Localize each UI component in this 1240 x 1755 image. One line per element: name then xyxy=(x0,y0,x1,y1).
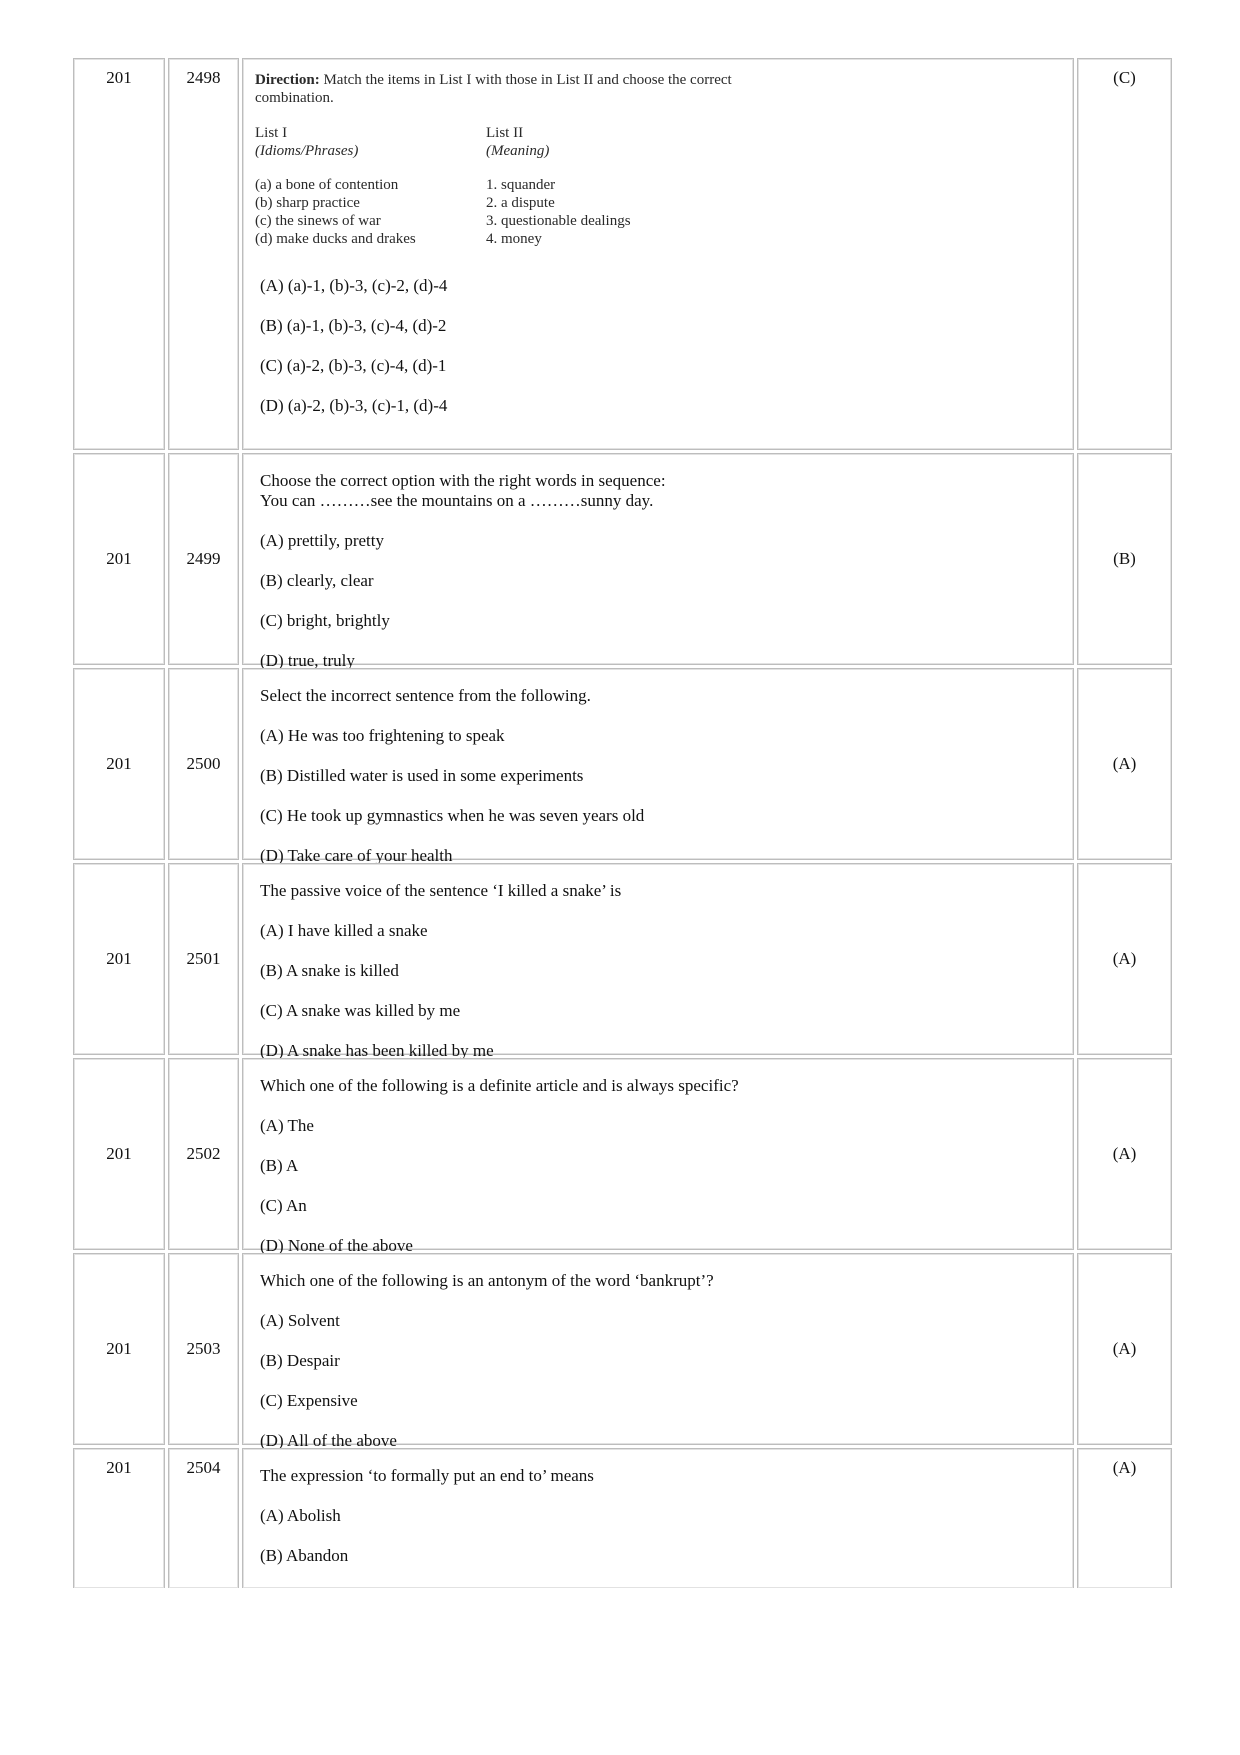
answer-key: (A) xyxy=(1112,1458,1137,1477)
answer-cell xyxy=(1077,58,1172,450)
option: (D) All of the above xyxy=(260,1431,397,1450)
subject-cell xyxy=(73,453,165,665)
options xyxy=(260,531,1073,671)
list-two-subtitle: (Meaning) xyxy=(486,143,550,159)
list-one-subtitle: (Idioms/Phrases) xyxy=(255,143,359,159)
question-id-cell xyxy=(168,453,239,665)
option: (D) (a)-2, (b)-3, (c)-1, (d)-4 xyxy=(260,396,448,415)
question-body xyxy=(243,454,1073,671)
match-the-following-block xyxy=(255,71,815,248)
question-id-cell xyxy=(168,1448,239,1588)
question-body xyxy=(243,1449,1073,1566)
option: (B) Abandon xyxy=(260,1546,349,1565)
question-cell xyxy=(242,58,1074,450)
answer-cell xyxy=(1077,863,1172,1055)
question-text: The passive voice of the sentence ‘I killed a snake’ is xyxy=(260,881,622,900)
options xyxy=(243,276,1073,416)
question-id: 2501 xyxy=(186,949,221,968)
table-row xyxy=(73,58,1174,450)
option: (B) (a)-1, (b)-3, (c)-4, (d)-2 xyxy=(260,316,447,335)
question-id: 2502 xyxy=(186,1144,221,1163)
question-cell xyxy=(242,453,1074,670)
question-body xyxy=(243,864,1073,1061)
list-one xyxy=(255,124,486,248)
lists xyxy=(255,124,815,248)
list-item: (c) the sinews of war xyxy=(255,213,381,229)
table-row xyxy=(73,1253,1174,1450)
question-id-cell xyxy=(168,668,239,860)
answer-cell xyxy=(1077,1253,1172,1445)
subject-cell xyxy=(73,668,165,860)
options xyxy=(260,726,1073,866)
option: (B) clearly, clear xyxy=(260,571,374,590)
question-id: 2503 xyxy=(186,1339,221,1358)
option: (A) He was too frightening to speak xyxy=(260,726,505,745)
question-cell xyxy=(242,863,1074,1060)
subject-code: 201 xyxy=(106,754,132,773)
question-table xyxy=(73,58,1174,1591)
list-item: 4. money xyxy=(486,231,542,247)
subject-code: 201 xyxy=(106,549,132,568)
option: (B) Despair xyxy=(260,1351,340,1370)
question-text: The expression ‘to formally put an end to’ means xyxy=(260,1466,594,1485)
list-item: (b) sharp practice xyxy=(255,195,360,211)
list-two-items xyxy=(486,176,631,248)
direction-label: Direction: xyxy=(255,72,320,88)
question-body xyxy=(243,1254,1073,1451)
option: (A) I have killed a snake xyxy=(260,921,428,940)
option: (C) Expensive xyxy=(260,1391,358,1410)
question-text: Which one of the following is a definite article and is always specific? xyxy=(260,1076,739,1095)
option: (C) (a)-2, (b)-3, (c)-4, (d)-1 xyxy=(260,356,447,375)
answer-key: (C) xyxy=(1113,68,1136,87)
list-two-title: List II xyxy=(486,125,524,141)
subject-code: 201 xyxy=(106,68,132,87)
question-body xyxy=(243,1059,1073,1256)
option: (A) Abolish xyxy=(260,1506,341,1525)
list-one-title: List I xyxy=(255,125,288,141)
question-text: Which one of the following is an antonym of the word ‘bankrupt’? xyxy=(260,1271,714,1290)
answer-cell xyxy=(1077,668,1172,860)
answer-cell xyxy=(1077,453,1172,665)
answer-key: (A) xyxy=(1112,1144,1137,1163)
options xyxy=(260,1506,1073,1566)
option: (A) prettily, pretty xyxy=(260,531,384,550)
question-id-cell xyxy=(168,58,239,450)
list-item: (d) make ducks and drakes xyxy=(255,231,416,247)
question-id: 2504 xyxy=(186,1458,221,1477)
option: (C) bright, brightly xyxy=(260,611,390,630)
list-item: 2. a dispute xyxy=(486,195,555,211)
table-row xyxy=(73,668,1174,865)
option: (C) An xyxy=(260,1196,307,1215)
table-row xyxy=(73,1448,1174,1588)
subject-code: 201 xyxy=(106,1339,132,1358)
list-item: (a) a bone of contention xyxy=(255,177,399,193)
question-cell xyxy=(242,668,1074,865)
list-two xyxy=(486,124,631,248)
question-cell xyxy=(242,1058,1074,1255)
option: (D) A snake has been killed by me xyxy=(260,1041,494,1060)
subject-cell xyxy=(73,863,165,1055)
option: (D) None of the above xyxy=(260,1236,413,1255)
direction-text: Match the items in List I with those in List II and choose the correct combination. xyxy=(255,72,732,106)
option: (A) Solvent xyxy=(260,1311,340,1330)
question-id-cell xyxy=(168,1058,239,1250)
answer-key: (B) xyxy=(1113,549,1136,568)
option: (C) A snake was killed by me xyxy=(260,1001,461,1020)
list-item: 1. squander xyxy=(486,177,556,193)
option: (B) A snake is killed xyxy=(260,961,399,980)
question-cell xyxy=(242,1448,1074,1588)
table-row xyxy=(73,863,1174,1060)
question-id: 2500 xyxy=(186,754,221,773)
question-text: Choose the correct option with the right words in sequence: You can ………see the mountains on a ………sunny day. xyxy=(260,471,666,510)
question-id: 2499 xyxy=(186,549,221,568)
option: (C) He took up gymnastics when he was seven years old xyxy=(260,806,645,825)
table-row xyxy=(73,453,1174,670)
option: (D) true, truly xyxy=(260,651,355,670)
question-cell xyxy=(242,1253,1074,1450)
subject-cell xyxy=(73,1058,165,1250)
answer-key: (A) xyxy=(1112,949,1137,968)
subject-code: 201 xyxy=(106,1144,132,1163)
option: (A) (a)-1, (b)-3, (c)-2, (d)-4 xyxy=(260,276,448,295)
answer-key: (A) xyxy=(1112,754,1137,773)
option: (D) Take care of your health xyxy=(260,846,453,865)
subject-cell xyxy=(73,1448,165,1588)
list-one-items xyxy=(255,176,486,248)
answer-cell xyxy=(1077,1058,1172,1250)
question-body xyxy=(243,669,1073,866)
table-row xyxy=(73,1058,1174,1255)
subject-code: 201 xyxy=(106,949,132,968)
direction xyxy=(255,71,815,107)
options xyxy=(260,921,1073,1061)
option: (B) A xyxy=(260,1156,299,1175)
question-text: Select the incorrect sentence from the following. xyxy=(260,686,591,705)
question-id-cell xyxy=(168,863,239,1055)
subject-code: 201 xyxy=(106,1458,132,1477)
option: (B) Distilled water is used in some experiments xyxy=(260,766,584,785)
list-item: 3. questionable dealings xyxy=(486,213,631,229)
question-id: 2498 xyxy=(186,68,221,87)
answer-cell xyxy=(1077,1448,1172,1588)
answer-key: (A) xyxy=(1112,1339,1137,1358)
subject-cell xyxy=(73,1253,165,1445)
option: (A) The xyxy=(260,1116,314,1135)
question-id-cell xyxy=(168,1253,239,1445)
options xyxy=(260,1311,1073,1451)
options xyxy=(260,1116,1073,1256)
subject-cell xyxy=(73,58,165,450)
